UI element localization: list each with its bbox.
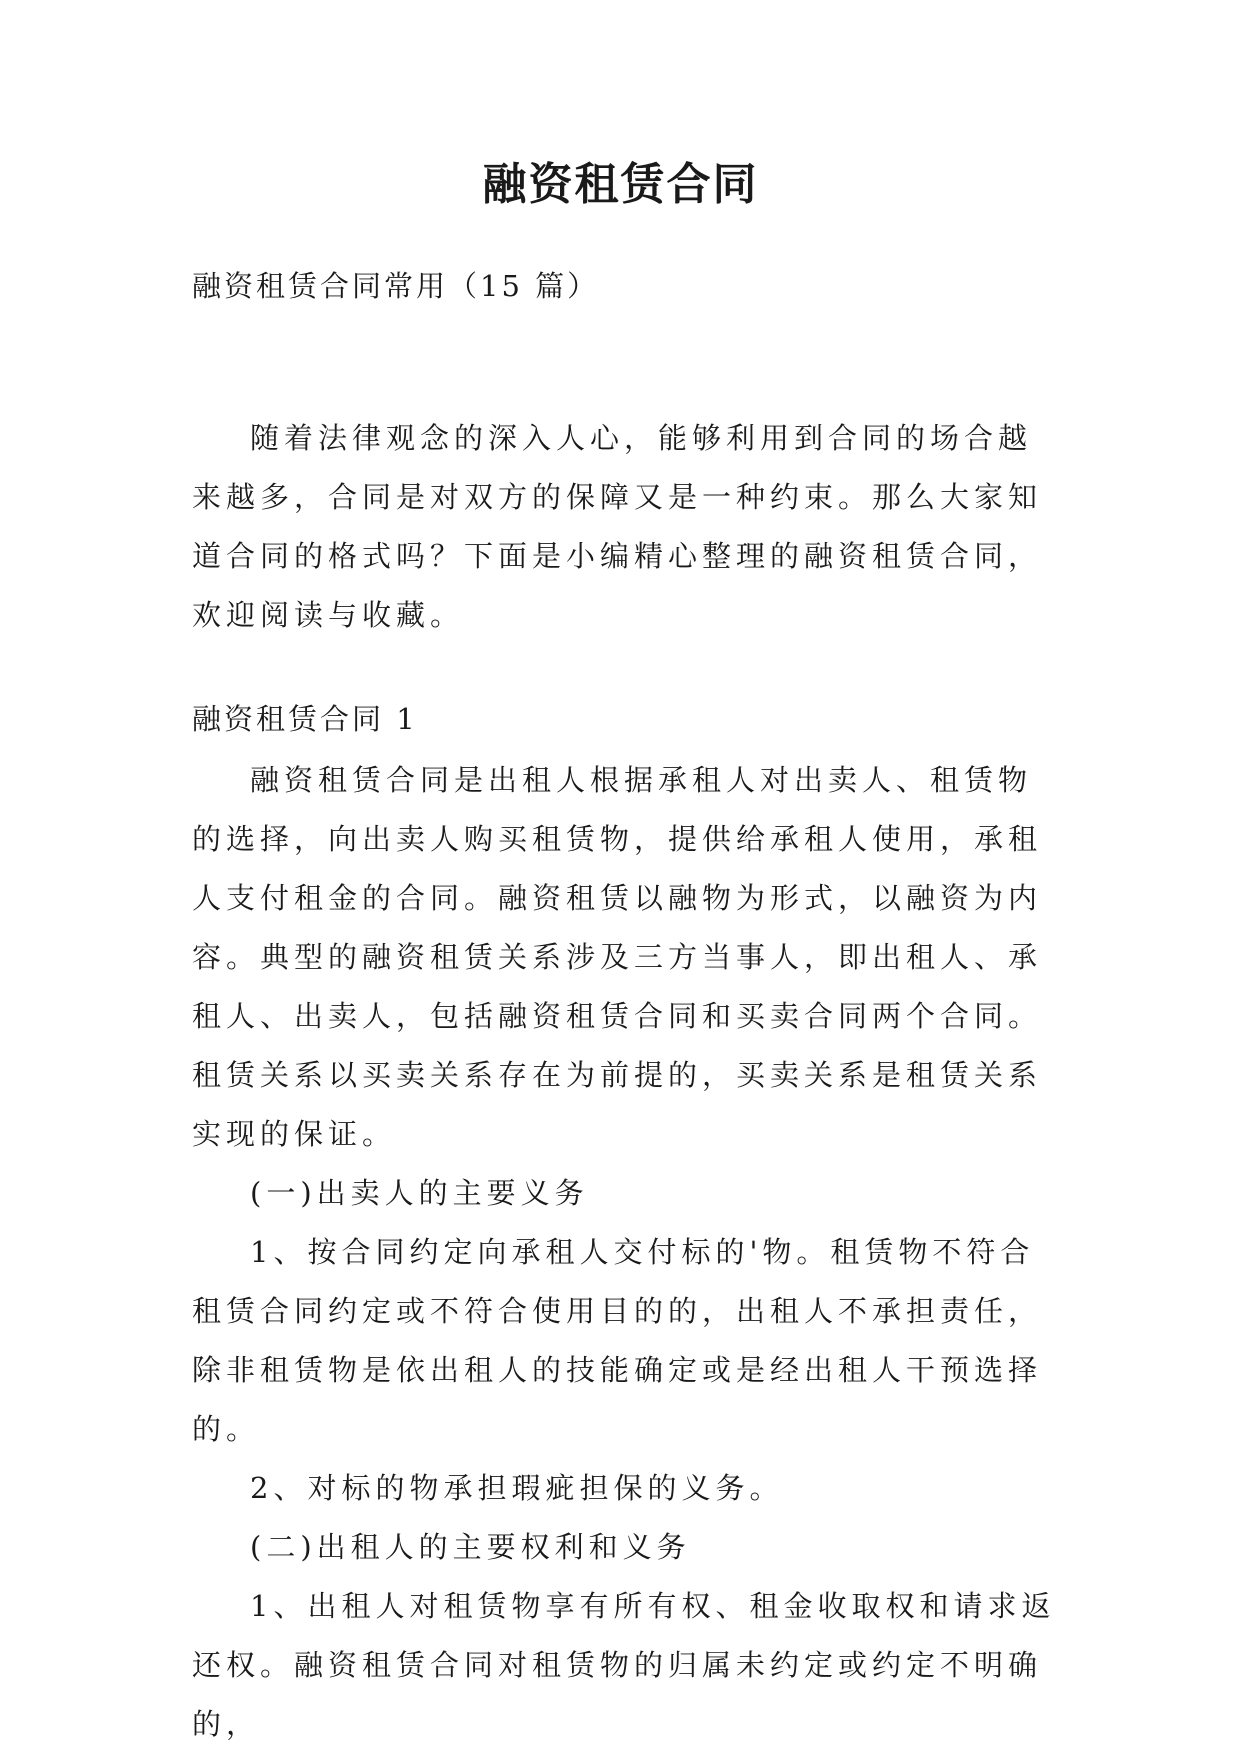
section-content	[192, 751, 1062, 1754]
body-paragraph: 1、按合同约定向承租人交付标的'物。租赁物不符合租赁合同约定或不符合使用目的的，出租人不承担责任，除非租赁物是依出租人的技能确定或是经出租人干预选择的。	[192, 1235, 1043, 1446]
body-paragraph: 2、对标的物承担瑕疵担保的义务。	[250, 1471, 784, 1505]
body-paragraph: 1、出租人对租赁物享有所有权、租金收取权和请求返还权。融资租赁合同对租赁物的归属未约定或约定不明确的，	[192, 1589, 1056, 1741]
section-heading: 融资租赁合同 1	[192, 702, 418, 736]
document-subtitle: 融资租赁合同常用（15 篇）	[192, 269, 600, 303]
body-paragraph: (一)出卖人的主要义务	[250, 1176, 589, 1210]
body-paragraph: 融资租赁合同是出租人根据承租人对出卖人、租赁物的选择，向出卖人购买租赁物，提供给承租人使用，承租人支付租金的合同。融资租赁以融物为形式，以融资为内容。典型的融资租赁关系涉及三方当事人，即出租人、承租人、出卖人，包括融资租赁合同和买卖合同两个合同。租赁关系以买卖关系存在为前提的，买卖关系是租赁关系实现的保证。	[192, 763, 1043, 1151]
intro-paragraph: 随着法律观念的深入人心，能够利用到合同的场合越来越多，合同是对双方的保障又是一种约束。那么大家知道合同的格式吗？下面是小编精心整理的融资租赁合同，欢迎阅读与收藏。	[192, 421, 1043, 632]
body-paragraph: (二)出租人的主要权利和义务	[250, 1530, 691, 1564]
document-title: 融资租赁合同	[482, 159, 759, 210]
